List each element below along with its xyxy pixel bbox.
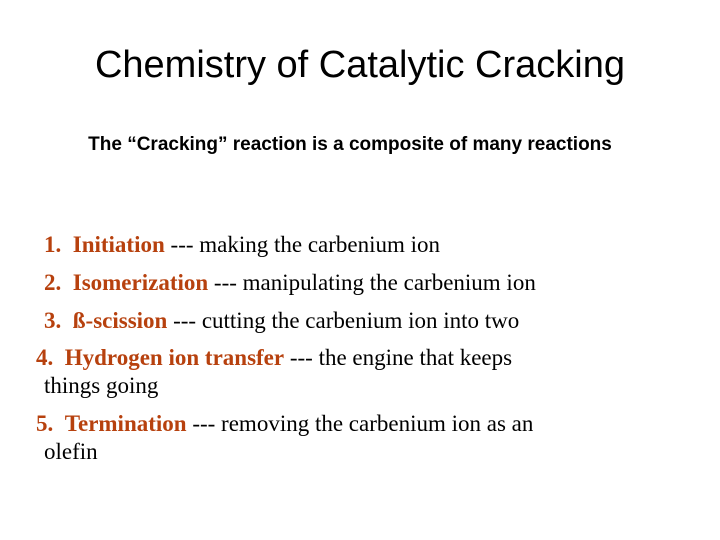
item-description: --- manipulating the carbenium ion: [208, 270, 536, 295]
item-description: --- removing the carbenium ion as an: [186, 411, 534, 436]
item-term: Termination: [64, 411, 187, 436]
list-item: [36, 343, 512, 372]
list-item: [44, 230, 440, 259]
item-number: 2.: [44, 270, 62, 295]
list-item: [44, 306, 519, 335]
item-term: Initiation: [72, 232, 165, 257]
item-number: 3.: [44, 308, 62, 333]
item-term: Isomerization: [72, 270, 209, 295]
item-continuation: things going: [44, 373, 159, 398]
item-description: --- the engine that keeps: [284, 345, 513, 370]
item-number: 1.: [44, 232, 62, 257]
item-number: 4.: [36, 345, 54, 370]
list-item: [36, 409, 533, 438]
slide-title: Chemistry of Catalytic Cracking: [94, 44, 626, 86]
item-description: --- cutting the carbenium ion into two: [167, 308, 520, 333]
item-description: --- making the carbenium ion: [164, 232, 441, 257]
slide-subtitle: The “Cracking” reaction is a composite of many reactions: [88, 134, 612, 155]
item-number: 5.: [36, 411, 54, 436]
item-term: ß-scission: [72, 308, 168, 333]
item-continuation: olefin: [44, 439, 98, 464]
list-item: [44, 268, 536, 297]
item-term: Hydrogen ion transfer: [64, 345, 285, 370]
